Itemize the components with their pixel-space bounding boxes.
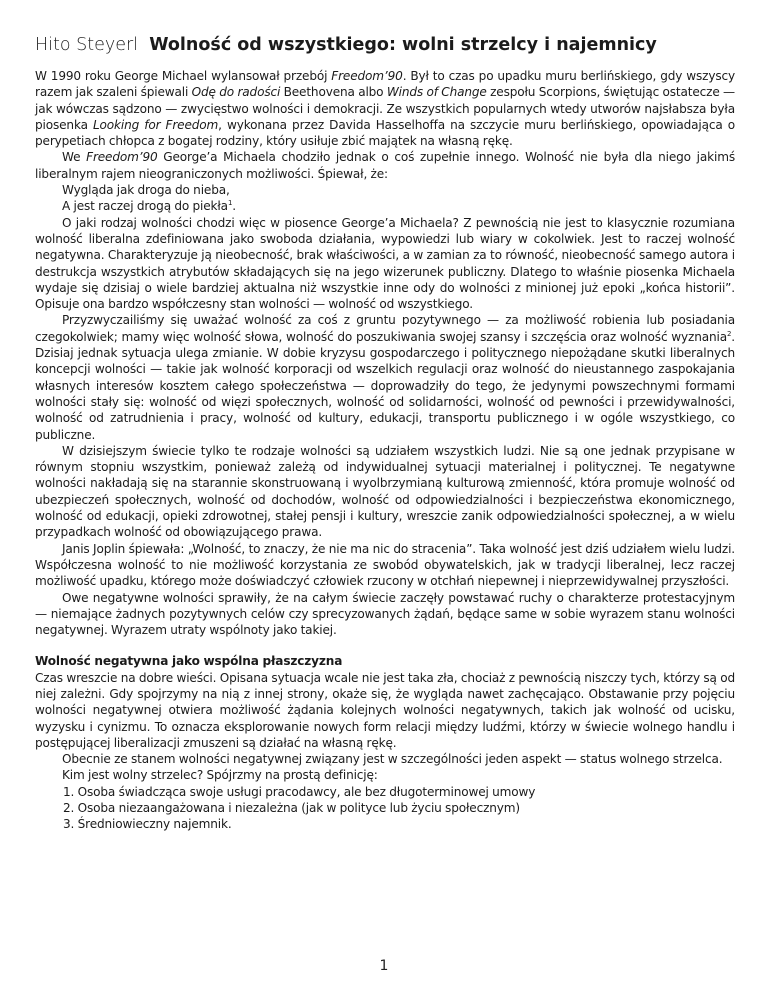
paragraph: O jaki rodzaj wolności chodzi więc w piosence George’a Michaela? Z pewnością nie jest to klasycznie rozumiana wolność liberalna zdefiniowana jako swoboda działania, wypowiedzi lub wiary w cokolwiek. Jest to raczej wolność negatywna. Charakteryzuje ją nieobecność, brak właściwości, a w zamian za to równość, nieobecność samego autora i destrukcja wszystkich atrybutów składających się na jego wizerunek publiczny. Dlatego to właśnie piosenka Michaela wydaje się dzisiaj o wiele bardziej aktualna niż wszystkie inne ody do wolności z minionej już epoki „końca historii”. Opisuje ona bardzo współczesny stan wolności — wolność od wszystkiego. bbox=[35, 215, 735, 312]
author-name: Hito Steyerl bbox=[35, 35, 139, 55]
body-text bbox=[35, 68, 735, 833]
document-title bbox=[35, 33, 735, 57]
song-quote bbox=[35, 182, 735, 215]
list-item: 3. Średniowieczny najemnik. bbox=[63, 817, 232, 832]
definition-list bbox=[35, 784, 735, 833]
paragraph: W 1990 roku George Michael wylansował przebój Freedom’90. Był to czas po upadku muru berlińskiego, gdy wszyscy razem jak szaleni śpiewali Odę do radości Beethovena albo Winds of Change zespołu Scorpions, świętując ostatecze — jak wówczas sądzono — zwycięstwo wolności i demokracji. Ze wszystkich popularnych wtedy utworów najsłabsza była piosenka Looking for Freedom, wykonana przez Davida Hasselhoffa na szczycie muru berlińskiego, opowiadająca o perypetiach chłopca z bogatej rodziny, który usiłuje zbić majątek na własną rękę. bbox=[35, 69, 735, 149]
list-item: 1. Osoba świadcząca swoje usługi pracodawcy, ale bez długoterminowej umowy bbox=[63, 784, 536, 799]
verse-line: A jest raczej drogą do piekła$^1$. bbox=[62, 199, 236, 214]
essay-title: Wolność od wszystkiego: wolni strzelcy i najemnicy bbox=[149, 35, 657, 55]
verse-line: Wygląda jak droga do nieba, bbox=[62, 183, 230, 198]
section-heading: Wolność negatywna jako wspólna płaszczyzna bbox=[35, 654, 343, 669]
list-item: 2. Osoba niezaangażowana i niezależna (jak w polityce lub życiu społecznym) bbox=[63, 801, 520, 816]
footnote-ref[interactable]: 1 bbox=[227, 199, 233, 208]
paragraph: Obecnie ze stanem wolności negatywnej związany jest w szczególności jeden aspekt — status wolnego strzelca. bbox=[62, 752, 723, 767]
paragraph: Owe negatywne wolności sprawiły, że na całym świecie zaczęły powstawać ruchy o charakterze protestacyjnym — niemające żadnych pozytywnych celów czy sprecyzowanych żądań, będące same w sobie wyrazem stanu wolności negatywnej. Wyrazem utraty wspólnoty jako takiej. bbox=[35, 590, 735, 638]
paragraph: Czas wreszcie na dobre wieści. Opisana sytuacja wcale nie jest taka zła, chociaż z pewnością niszczy tych, którzy są od niej zależni. Gdy spojrzymy na nią z innej strony, okaże się, że wygląda nawet zachęcająco. Obstawanie przy pojęciu wolności negatywnej otwiera możliwość żądania kolejnych wolności negatywnych, takich jak wolność od ucisku, wyzysku i cynizmu. To oznacza eksplorowanie nowych form relacji między ludźmi, którzy w świecie wolnego handlu i postępującej liberalizacji zmuszeni są działać na własną rękę. bbox=[35, 670, 735, 750]
paragraph: Janis Joplin śpiewała: „Wolność, to znaczy, że nie ma nic do stracenia”. Taka wolność jest dziś udziałem wielu ludzi. Współczesna wolność to nie możliwość korzystania ze swobód obywatelskich, jak w tradycji liberalnej, lecz raczej możliwość upadku, którego może doświadczyć człowiek rzucony w otchłań niepewnej i nieprzewidywalnej przyszłości. bbox=[35, 541, 735, 589]
paragraph: Kim jest wolny strzelec? Spójrzmy na prostą definicję: bbox=[62, 768, 378, 783]
paragraph: W dzisiejszym świecie tylko te rodzaje wolności są udziałem wszystkich ludzi. Nie są one jednak przypisane w równym stopniu wszystkim, ponieważ zależą od indywidualnej sytuacji materialnej i politycznej. Te negatywne wolności nakładają się na starannie skonstruowaną i wyolbrzymianą kulturową zmienność, która promuje wolność od ubezpieczeń społecznych, wolność od dochodów, wolność od odpowiedzialności i bezpieczeństwa ekonomicznego, wolność od edukacji, opieki zdrowotnej, stałej pensji i kultury, wreszcie zanik odpowiedzialności społecznej, a w wielu przypadkach wolność od obowiązującego prawa. bbox=[35, 443, 735, 540]
document-page bbox=[35, 33, 735, 833]
page-number: 1 bbox=[379, 958, 389, 974]
paragraph: We Freedom’90 George’a Michaela chodziło jednak o coś zupełnie innego. Wolność nie była dla niego jakimś liberalnym rajem nieograniczonych możliwości. Śpiewał, że: bbox=[35, 150, 735, 181]
footnote-ref[interactable]: 2 bbox=[726, 329, 732, 338]
paragraph: Przyzwyczailiśmy się uważać wolność za coś z gruntu pozytywnego — za możliwość robienia lub posiadania czegokolwiek; mamy więc wolność słowa, wolność do poszukiwania swojej szansy i szczęścia oraz wolność wyznania$^2$. Dzisiaj jednak sytuacja ulega zmianie. W dobie kryzysu gospodarczego i politycznego niepożądane skutki liberalnych koncepcji wolności — takie jak wolność korporacji od wszelkich regulacji oraz wolność do nieustannego zaspokajania własnych interesów kosztem całego społeczeństwa — doprowadziły do tego, że jedynymi powszechnymi formami wolności stały się: wolność od więzi społecznych, wolność od solidarności, wolność od pewności i przewidywalności, wolność od zatrudnienia i pracy, wolność od kultury, edukacji, transportu publicznego i w ogóle wszystkiego, co publiczne. bbox=[35, 313, 735, 442]
